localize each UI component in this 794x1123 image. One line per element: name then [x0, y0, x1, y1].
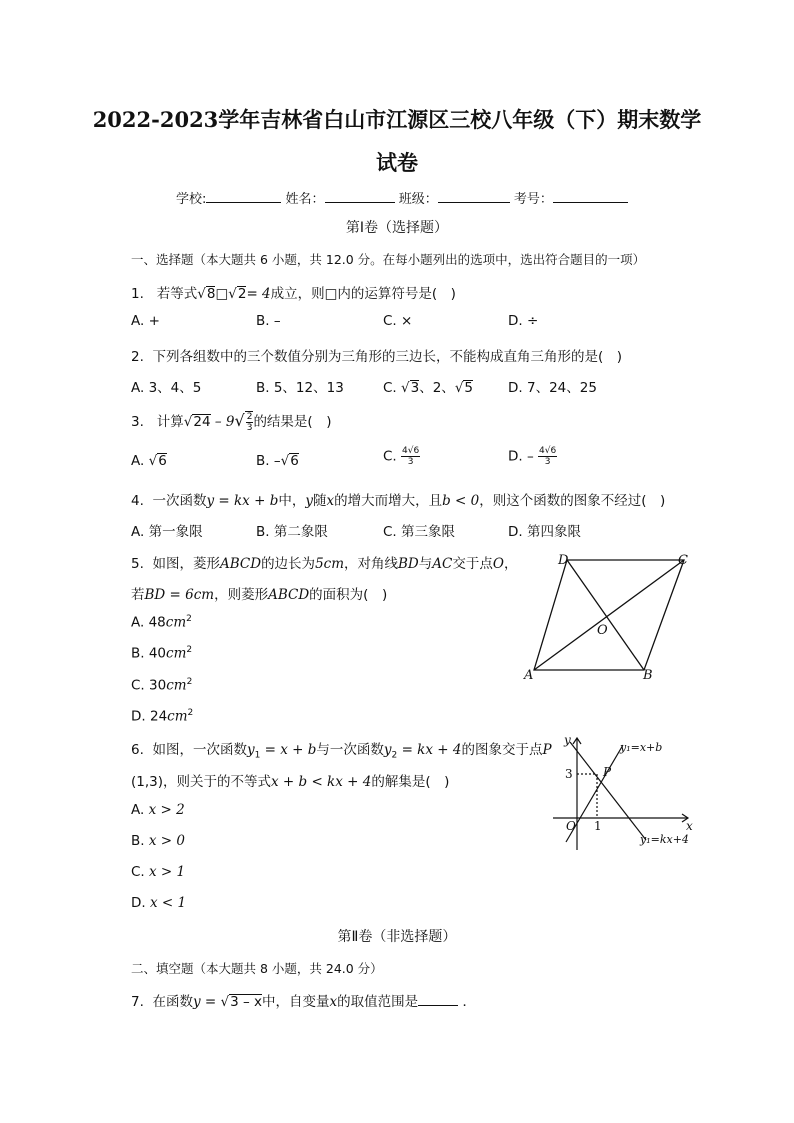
option-text: 、2、 — [419, 380, 455, 396]
school-label: 学校: — [176, 192, 207, 207]
option-b[interactable] — [131, 645, 192, 662]
question-text: 的结果是( ) — [253, 414, 332, 430]
question-text: 交于点 — [452, 556, 493, 572]
option-label: C. — [131, 864, 145, 880]
math-expr: x > 1 — [149, 864, 186, 880]
radicand: 6 — [158, 453, 167, 469]
question-text: ，则菱形 — [214, 587, 269, 603]
fraction — [401, 446, 420, 467]
unit: cm — [167, 708, 188, 725]
tick-label-3: 3 — [565, 767, 573, 781]
unit: cm — [165, 614, 187, 631]
axis-label-y: y — [564, 733, 571, 747]
radicand: 3 – x — [230, 994, 263, 1010]
fraction — [538, 446, 557, 467]
math-expr: O — [492, 556, 504, 572]
question-text: ． — [462, 994, 476, 1010]
option-c[interactable]: C. √3、2、√5 — [383, 380, 474, 396]
math-expr: x — [329, 994, 338, 1010]
numerator: 4√6 — [539, 446, 557, 456]
option-b[interactable] — [131, 833, 185, 849]
exam-no-field[interactable] — [553, 189, 628, 203]
question-text: 下列各组数中的三个数值分别为三角形的三边长，不能构成直角三角形的是( ) — [152, 349, 623, 365]
option-label: A. — [131, 453, 145, 469]
diagonal-bd — [567, 560, 644, 670]
question-2 — [131, 345, 622, 365]
radicand: 8 — [206, 286, 216, 302]
math-expr: x > 2 — [148, 802, 185, 818]
option-label: A. — [131, 802, 145, 818]
math-expr: x — [326, 493, 335, 509]
radicand: 3 — [410, 380, 420, 396]
option-label: D. — [131, 895, 146, 911]
option-d[interactable]: D. 7、24、25 — [508, 380, 597, 396]
exponent: 2 — [187, 708, 194, 718]
axis-label-x: x — [686, 819, 693, 833]
question-text: 的解集是( ) — [371, 774, 450, 790]
option-c[interactable] — [131, 864, 185, 880]
linear-functions-figure — [548, 730, 708, 855]
math-expr: BD = 6cm — [144, 587, 215, 603]
option-text: D. 24 — [131, 708, 168, 725]
math-expr: BD — [398, 556, 419, 572]
math-expr: P — [542, 742, 552, 758]
answer-blank[interactable] — [418, 993, 458, 1006]
option-text: A. 48 — [131, 614, 166, 631]
page-title-line2: 试卷 — [376, 150, 418, 175]
question-text: 与一次函数 — [316, 742, 384, 758]
exam-no-label: 考号： — [513, 192, 553, 207]
question-text: ，则这个函数的图象不经过( ) — [479, 493, 666, 509]
option-label: B. — [131, 833, 145, 849]
question-1: 1. 若等式√8□√2= 4成立，则□内的运算符号是( ) — [131, 286, 456, 302]
unit: cm — [166, 677, 187, 694]
question-text: 中， — [278, 493, 306, 509]
subscript: 2 — [391, 750, 398, 761]
math-expr: y — [246, 742, 255, 758]
option-a[interactable] — [131, 802, 185, 818]
part2-title: 第Ⅱ卷（非选择题） — [337, 929, 457, 945]
option-label: C. — [383, 448, 397, 465]
exponent: 2 — [186, 645, 193, 655]
question-text: 的图象交于点 — [461, 742, 543, 758]
question-number: 4. — [131, 493, 144, 509]
option-a[interactable]: A. 3、4、5 — [131, 380, 202, 396]
question-4 — [131, 489, 665, 509]
option-a[interactable]: A. 第一象限 — [131, 524, 203, 540]
option-label: C. — [383, 380, 397, 396]
math-expr: ABCD — [219, 556, 262, 572]
numerator: 2 — [246, 412, 253, 422]
radicand: 5 — [464, 380, 474, 396]
origin-label: O — [566, 819, 576, 833]
question-number: 3. — [131, 414, 144, 430]
option-b[interactable]: B. –√6 — [256, 453, 299, 469]
math-expr: – 9 — [214, 414, 235, 430]
question-3: 3. 计算√24 – 9√ $\frac{2}{3}$ 的结果是( ) — [131, 411, 332, 433]
subscript: 1 — [254, 750, 261, 761]
question-6 — [131, 738, 552, 761]
option-label: D. – — [508, 448, 534, 465]
math-expr: x > 0 — [148, 833, 185, 849]
question-text: 的面积为( ) — [309, 587, 388, 603]
part1-title: 第Ⅰ卷（选择题） — [345, 220, 449, 236]
question-text: 的增大而增大，且 — [334, 493, 443, 509]
class-field[interactable] — [438, 189, 510, 203]
name-field[interactable] — [325, 189, 395, 203]
operator-box: □ — [215, 286, 229, 302]
point-p-label: P — [603, 765, 612, 779]
option-c[interactable]: C. 第三象限 — [383, 524, 456, 540]
option-c[interactable]: C. × — [383, 313, 413, 329]
math-expr: x < 1 — [149, 895, 187, 911]
question-6-line2 — [131, 770, 449, 790]
math-expr: y = kx + b — [206, 493, 279, 509]
denominator: 3 — [544, 457, 551, 467]
math-expr: AC — [432, 556, 453, 572]
option-text: B. 40 — [131, 645, 167, 662]
diagonal-ac — [534, 560, 684, 670]
radicand: 2 — [237, 286, 247, 302]
option-d[interactable]: D. 第四象限 — [508, 524, 581, 540]
question-number: 6. — [131, 742, 144, 758]
question-text: 若等式 — [156, 286, 198, 302]
option-text: C. 30 — [131, 677, 167, 694]
math-expr: = x + b — [260, 742, 317, 758]
label-b: B — [643, 668, 653, 683]
question-text: 的取值范围是 — [337, 994, 419, 1010]
question-5 — [131, 552, 517, 572]
page-title: 2022-2023学年吉林省白山市江源区三校八年级（下）期末数学 — [92, 107, 702, 132]
question-text: 若 — [131, 587, 145, 603]
section1-heading: 一、选择题（本大题共 6 小题，共 12.0 分。在每小题列出的选项中，选出符合题目的一项） — [131, 252, 646, 267]
math-expr: ABCD — [268, 587, 310, 603]
option-a[interactable]: A. √6 — [131, 453, 167, 469]
question-number: 7. — [131, 994, 144, 1010]
question-text: 如图，菱形 — [152, 556, 220, 572]
question-text: 的边长为 — [261, 556, 316, 572]
option-d[interactable] — [131, 895, 186, 911]
question-text: 一次函数 — [152, 493, 207, 509]
line-y2-label: y₁=kx+4 — [640, 833, 689, 846]
question-text: 与 — [418, 556, 433, 572]
school-field[interactable] — [206, 189, 281, 203]
question-text: 在函数 — [152, 994, 193, 1010]
numerator: 4√6 — [402, 446, 420, 456]
option-label: B. – — [256, 453, 281, 469]
option-b[interactable]: B. 5、12、13 — [256, 380, 344, 396]
tick-label-1: 1 — [594, 819, 602, 833]
question-number: 5. — [131, 556, 144, 572]
question-text: 成立，则□内的运算符号是( ) — [270, 286, 456, 302]
rhombus-figure — [520, 548, 700, 688]
option-b[interactable]: B. 第二象限 — [256, 524, 328, 540]
label-d: D — [558, 553, 569, 568]
question-number: 1. — [131, 286, 144, 302]
line-y2 — [570, 742, 646, 840]
exponent: 2 — [186, 677, 193, 687]
exponent: 2 — [186, 614, 192, 624]
label-o: O — [597, 623, 608, 638]
radicand: 6 — [290, 453, 299, 469]
question-text: 随 — [312, 493, 327, 509]
question-5-line2 — [131, 583, 387, 603]
math-expr: x + b < kx + 4 — [271, 774, 372, 790]
question-text: ， — [503, 556, 518, 572]
math-expr: y = — [192, 994, 221, 1010]
math-expr: 5cm — [315, 556, 345, 572]
unit: cm — [166, 645, 187, 662]
math-expr: b < 0 — [442, 493, 480, 509]
math-expr: y — [383, 742, 392, 758]
question-text: (1,3)，则关于的不等式 — [131, 774, 272, 790]
radicand: 24 — [193, 414, 211, 430]
option-d[interactable] — [508, 446, 557, 467]
option-c[interactable] — [383, 446, 420, 467]
line-y1-label: y₁=x+b — [620, 741, 663, 754]
option-b[interactable]: B. – — [256, 313, 281, 329]
option-a[interactable] — [131, 614, 192, 631]
question-number: 2. — [131, 349, 144, 365]
option-c[interactable] — [131, 677, 192, 694]
math-expr: y — [305, 493, 313, 509]
section2-heading: 二、填空题（本大题共 8 小题，共 24.0 分） — [131, 961, 383, 976]
denominator: 3 — [407, 457, 414, 467]
label-a: A — [524, 668, 534, 683]
question-text: ，对角线 — [344, 556, 399, 572]
question-text: 如图，一次函数 — [152, 742, 247, 758]
math-expr: = kx + 4 — [397, 742, 462, 758]
label-c: C — [678, 553, 688, 568]
class-label: 班级： — [398, 192, 438, 207]
student-info-line — [176, 188, 628, 207]
option-d[interactable] — [131, 708, 193, 725]
question-text: 计算 — [156, 414, 184, 430]
question-7: 7. 在函数y = √3 – x中，自变量x的取值范围是 ． — [131, 994, 476, 1010]
question-text: 中，自变量 — [262, 994, 330, 1010]
option-a[interactable]: A. + — [131, 313, 160, 329]
name-label: 姓名： — [285, 192, 325, 207]
math-expr: = 4 — [246, 286, 271, 302]
denominator: 3 — [246, 423, 253, 433]
option-d[interactable]: D. ÷ — [508, 313, 539, 329]
